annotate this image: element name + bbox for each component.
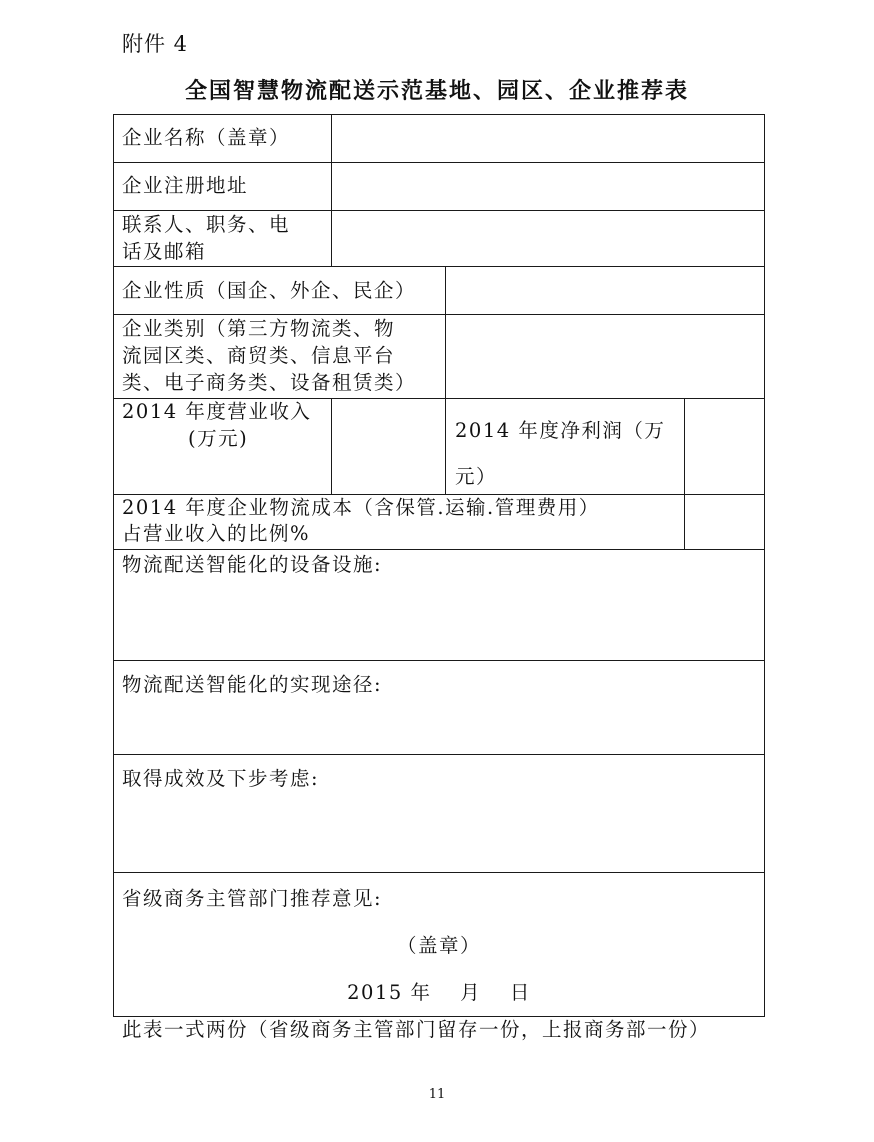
- row-divider: [113, 549, 765, 550]
- logistics-cost-ratio-label: 2014 年度企业物流成本（含保管.运输.管理费用） 占营业收入的比例%: [122, 496, 600, 545]
- table-border-left: [113, 114, 114, 1017]
- reg-address-label: 企业注册地址: [122, 174, 249, 197]
- equipment-field[interactable]: [114, 580, 764, 660]
- page-title: 全国智慧物流配送示范基地、园区、企业推荐表: [184, 79, 689, 104]
- footnote: 此表一式两份（省级商务主管部门留存一份，上报商务部一份）: [122, 1018, 711, 1041]
- company-name-field[interactable]: [332, 115, 764, 162]
- row-divider: [113, 660, 765, 661]
- annex-label: 附件 4: [122, 32, 189, 56]
- company-nature-field[interactable]: [446, 267, 764, 314]
- contact-label: 联系人、职务、电 话及邮箱: [122, 213, 291, 263]
- seal-text: （盖章）: [396, 934, 481, 957]
- equipment-label: 物流配送智能化的设备设施:: [122, 553, 383, 576]
- page-number: 11: [428, 1087, 446, 1102]
- net-profit-label: 2014 年度净利润（万 元）: [455, 419, 666, 488]
- row-divider: [113, 754, 765, 755]
- revenue-label: 2014 年度营业收入 (万元): [122, 400, 312, 450]
- company-name-label: 企业名称（盖章）: [122, 126, 291, 149]
- reg-address-field[interactable]: [332, 163, 764, 210]
- implementation-approach-label: 物流配送智能化的实现途径:: [122, 673, 383, 696]
- company-category-field[interactable]: [446, 315, 764, 398]
- recommendation-form-table: [113, 114, 765, 1017]
- recommendation-label: 省级商务主管部门推荐意见:: [122, 887, 383, 910]
- table-border-right: [764, 114, 765, 1017]
- contact-field[interactable]: [332, 211, 764, 266]
- results-label: 取得成效及下步考虑:: [122, 767, 320, 790]
- logistics-cost-ratio-field[interactable]: [685, 495, 764, 549]
- results-field[interactable]: [114, 794, 764, 872]
- date-text: 2015 年 月 日: [347, 981, 531, 1004]
- net-profit-field[interactable]: [685, 399, 764, 494]
- company-nature-label: 企业性质（国企、外企、民企）: [122, 279, 417, 302]
- revenue-field[interactable]: [332, 399, 445, 494]
- implementation-approach-field[interactable]: [114, 700, 764, 754]
- column-divider: [445, 398, 446, 494]
- company-category-label: 企业类别（第三方物流类、物 流园区类、商贸类、信息平台 类、电子商务类、设备租赁类）: [122, 317, 417, 394]
- row-divider: [113, 872, 765, 873]
